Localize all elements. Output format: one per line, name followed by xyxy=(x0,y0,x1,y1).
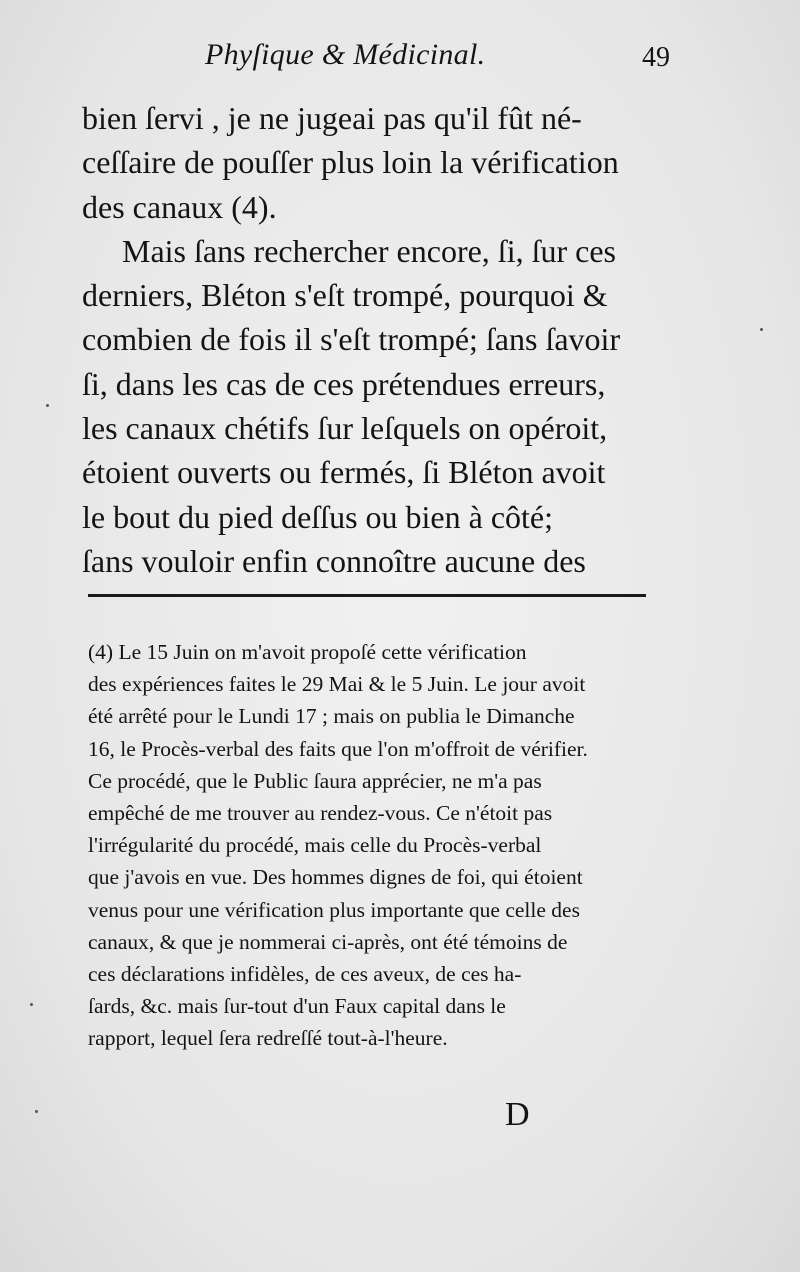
footnote-line-9: venus pour une vérification plus importante que celle des xyxy=(88,897,580,922)
footnote-line-5: Ce procédé, que le Public ſaura apprécier, ne m'a pas xyxy=(88,768,542,793)
footnote xyxy=(88,636,654,1055)
signature-mark: D xyxy=(505,1096,530,1133)
footnote-rule xyxy=(88,594,646,597)
body-line-4: Mais ſans rechercher encore, ſi, ſur ces xyxy=(122,232,616,269)
ink-speck xyxy=(30,1003,33,1006)
footnote-line-12: ſards, &c. mais ſur-tout d'un Faux capital dans le xyxy=(88,994,506,1019)
body-line-8: les canaux chétifs ſur leſquels on opéroit, xyxy=(82,410,608,447)
body-line-5: derniers, Bléton s'eſt trompé, pourquoi & xyxy=(82,277,608,314)
footnote-line-10: canaux, & que je nommerai ci-après, ont été témoins de xyxy=(88,929,568,954)
footnote-line-3: été arrêté pour le Lundi 17 ; mais on publia le Dimanche xyxy=(88,704,575,729)
body-line-10: le bout du pied deſſus ou bien à côté; xyxy=(82,498,553,535)
body-line-3: des canaux (4). xyxy=(82,188,277,225)
main-text xyxy=(82,96,654,583)
footnote-line-11: ces déclarations infidèles, de ces aveux, de ces ha- xyxy=(88,962,522,987)
footnote-line-1: (4) Le 15 Juin on m'avoit propoſé cette vérification xyxy=(88,640,527,664)
body-line-7: ſi, dans les cas de ces prétendues erreurs, xyxy=(82,365,606,402)
ink-speck xyxy=(46,404,49,407)
body-line-9: étoient ouverts ou fermés, ſi Bléton avoit xyxy=(82,454,606,491)
body-line-2: ceſſaire de pouſſer plus loin la vérification xyxy=(82,144,619,181)
ink-speck xyxy=(760,328,763,331)
footnote-line-2: des expériences faites le 29 Mai & le 5 Juin. Le jour avoit xyxy=(88,672,586,697)
footnote-line-7: l'irrégularité du procédé, mais celle du Procès-verbal xyxy=(88,833,542,858)
body-line-1: bien ſervi , je ne jugeai pas qu'il fût né- xyxy=(82,100,582,136)
footnote-line-4: 16, le Procès-verbal des faits que l'on m'offroit de vérifier. xyxy=(88,736,588,761)
page-number: 49 xyxy=(642,42,670,73)
running-head-title: Phyſique & Médicinal. xyxy=(205,38,486,71)
footnote-line-8: que j'avois en vue. Des hommes dignes de foi, qui étoient xyxy=(88,865,583,890)
running-head xyxy=(90,38,670,88)
body-line-11: ſans vouloir enfin connoître aucune des xyxy=(82,542,586,579)
footnote-line-13: rapport, lequel ſera redreſſé tout-à-l'heure. xyxy=(88,1026,448,1051)
body-line-6: combien de fois il s'eſt trompé; ſans ſavoir xyxy=(82,321,621,358)
ink-speck xyxy=(35,1110,38,1113)
footnote-line-6: empêché de me trouver au rendez-vous. Ce n'étoit pas xyxy=(88,801,553,826)
